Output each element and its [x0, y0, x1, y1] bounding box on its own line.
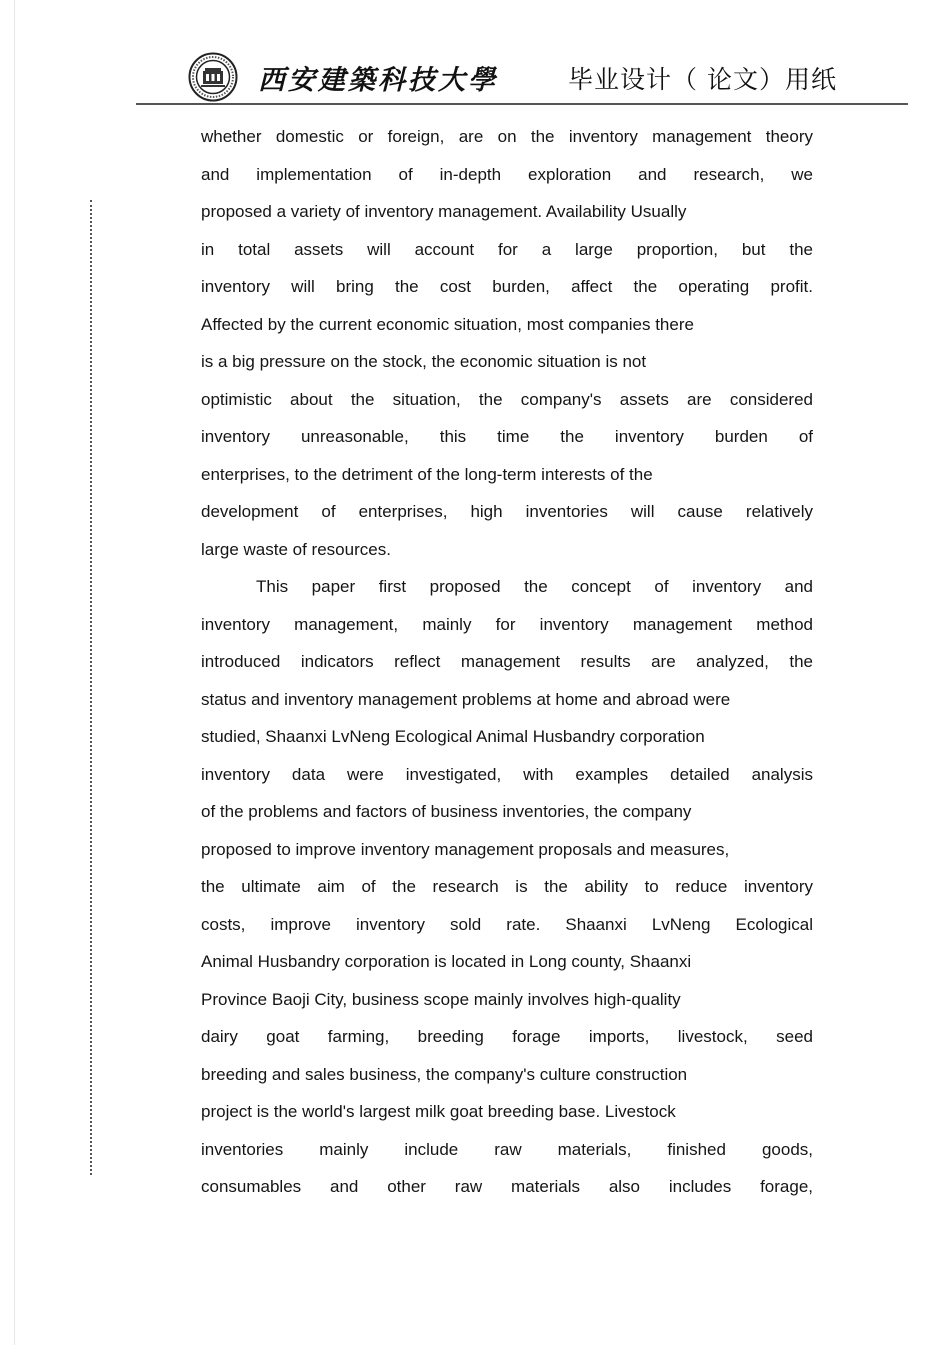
binding-dotted-line — [90, 200, 92, 1175]
text-line: studied, Shaanxi LvNeng Ecological Animal Husbandry corporation — [201, 727, 705, 746]
text-line: proposed to improve inventory management proposals and measures, — [201, 839, 730, 859]
text-line: project is the world's largest milk goat breeding base. Livestock — [201, 1102, 676, 1121]
text-line: inventory data were investigated, with examples detailed analysis — [201, 764, 813, 784]
header-rule — [136, 103, 908, 105]
text-line: dairy goat farming, breeding forage imports, livestock, seed — [201, 1027, 813, 1046]
text-line: is a big pressure on the stock, the economic situation is not — [201, 352, 647, 371]
text-line: enterprises, to the detriment of the long-term interests of the — [201, 464, 653, 484]
body-text — [201, 118, 813, 1206]
text-line: of the problems and factors of business inventories, the company — [201, 802, 692, 821]
text-line: This paper first proposed the concept of inventory and — [256, 577, 813, 596]
text-line: inventory management, mainly for inventory management method — [201, 614, 813, 634]
page-header — [136, 48, 908, 106]
text-line: breeding and sales business, the company's culture construction — [201, 1064, 688, 1084]
text-line: status and inventory management problems at home and abroad were — [201, 689, 731, 709]
text-line: development of enterprises, high inventories will cause relatively — [201, 502, 813, 521]
university-seal-icon — [188, 52, 238, 102]
text-line: inventory unreasonable, this time the inventory burden of — [201, 427, 813, 446]
text-line: whether domestic or foreign, are on the inventory management theory — [201, 127, 813, 146]
university-name: 西安建築科技大學 — [258, 65, 498, 96]
text-line: optimistic about the situation, the company's assets are considered — [201, 389, 813, 409]
page-left-edge — [14, 0, 15, 1345]
text-line: introduced indicators reflect management results are analyzed, the — [201, 652, 813, 671]
text-line: Affected by the current economic situation, most companies there — [201, 314, 694, 334]
text-line: in total assets will account for a large proportion, but the — [201, 239, 813, 259]
text-line: Province Baoji City, business scope mainly involves high-quality — [201, 989, 681, 1009]
text-line: Animal Husbandry corporation is located in Long county, Shaanxi — [201, 952, 692, 971]
text-line: the ultimate aim of the research is the ability to reduce inventory — [201, 877, 813, 896]
text-line: costs, improve inventory sold rate. Shaanxi LvNeng Ecological — [201, 914, 813, 934]
text-line: consumables and other raw materials also includes forage, — [201, 1177, 813, 1196]
text-line: inventories mainly include raw materials, finished goods, — [201, 1139, 813, 1159]
text-line: inventory will bring the cost burden, affect the operating profit. — [201, 277, 813, 296]
text-line: large waste of resources. — [201, 539, 391, 559]
paper-type-label: 毕业设计（ 论文）用纸 — [568, 65, 837, 94]
text-line: and implementation of in-depth exploration and research, we — [201, 164, 813, 184]
text-line: proposed a variety of inventory management. Availability Usually — [201, 202, 687, 221]
